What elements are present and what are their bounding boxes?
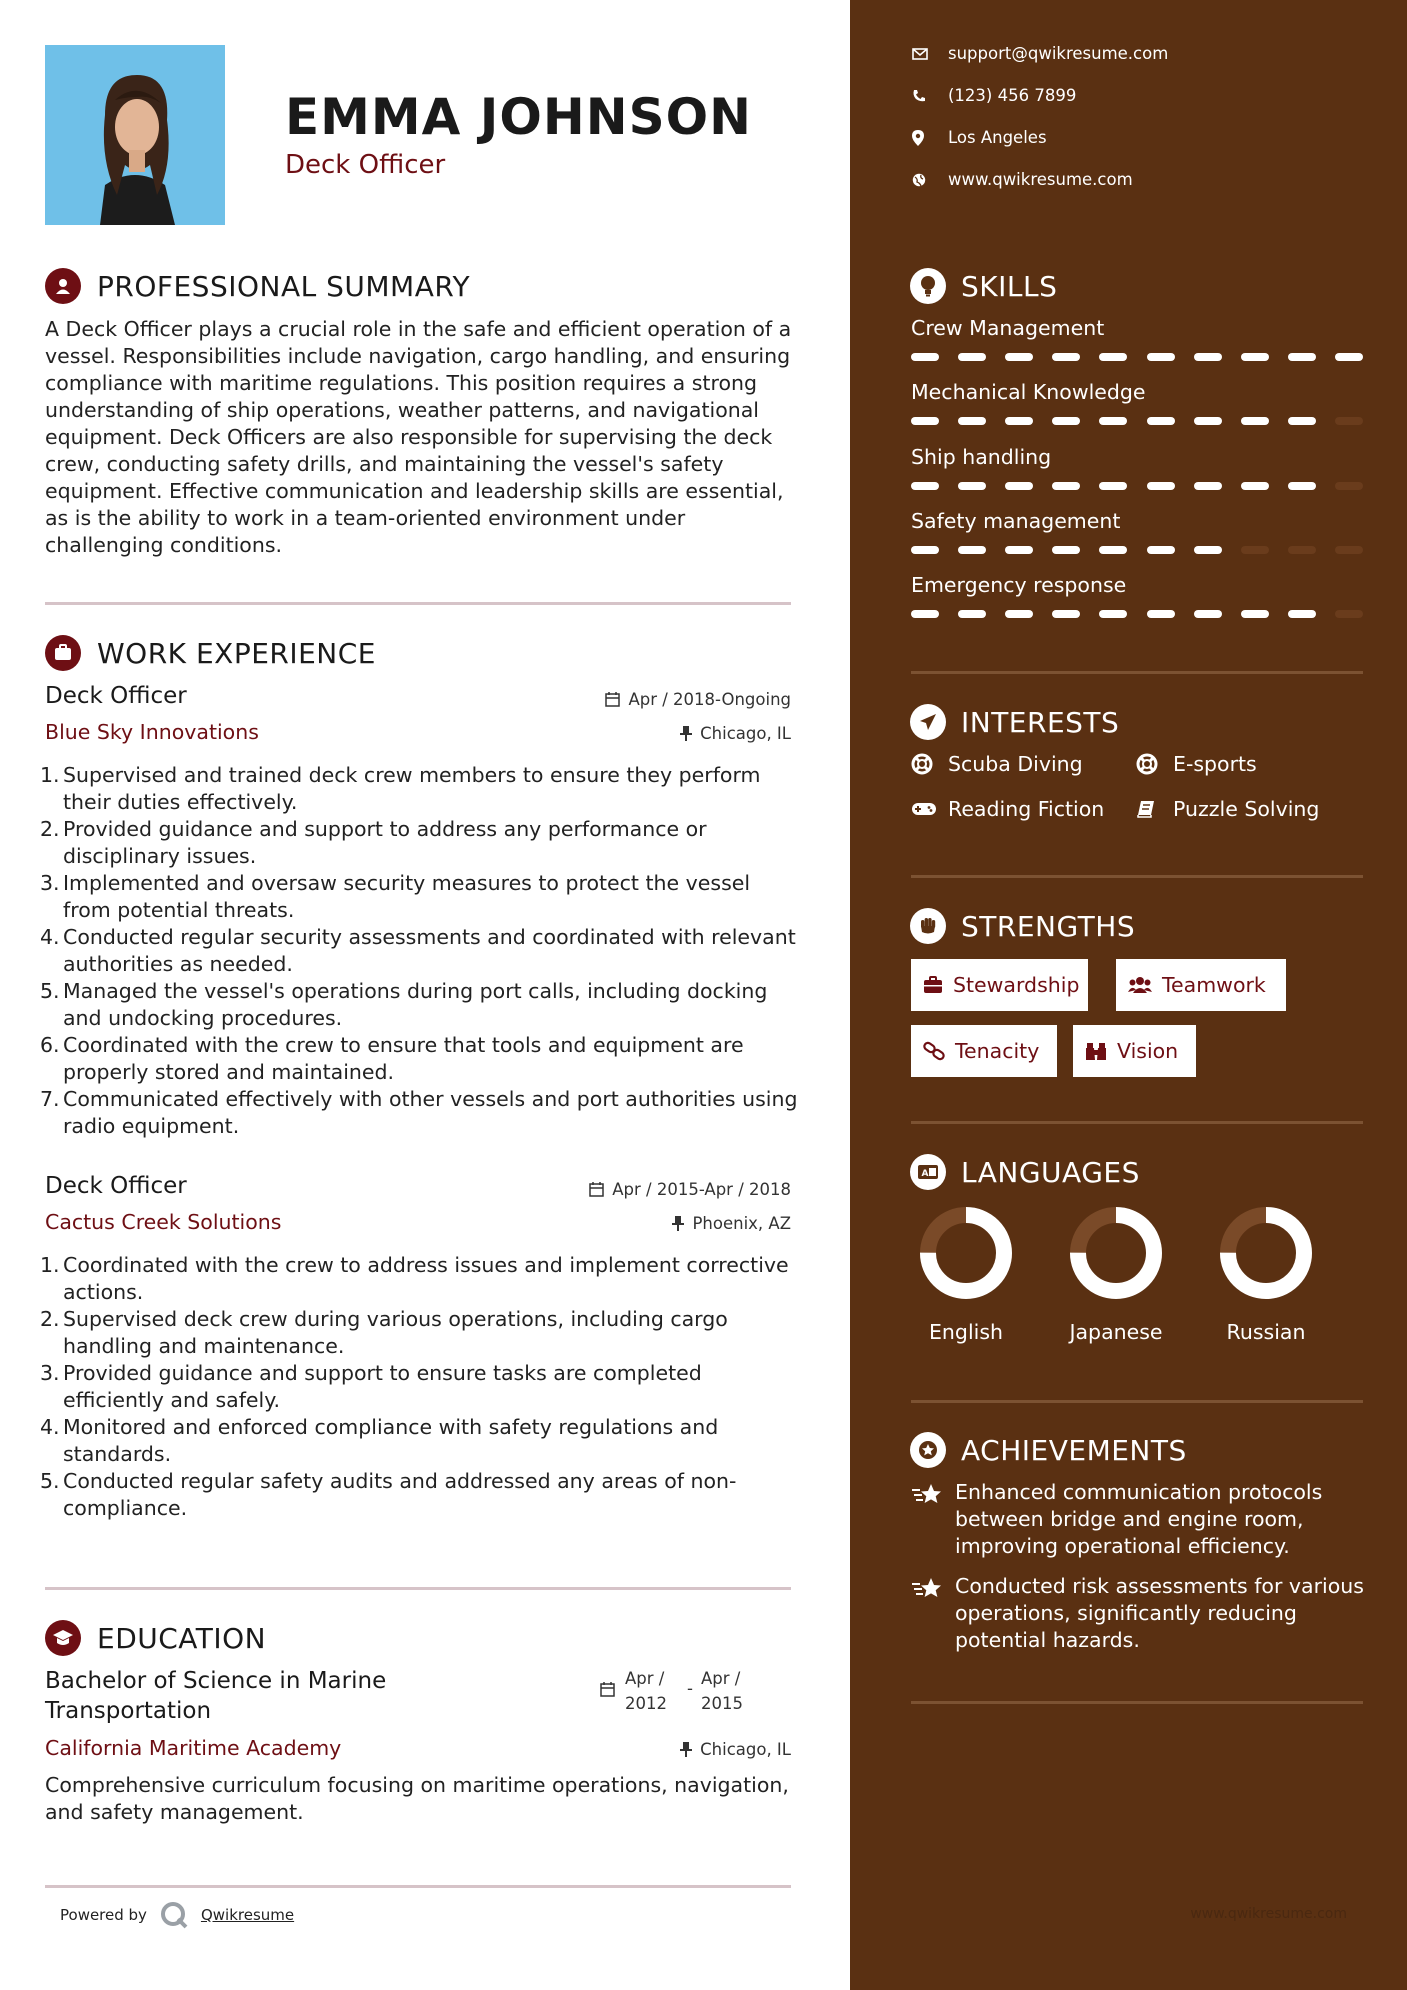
binoculars-icon	[1085, 1041, 1107, 1061]
skill-dash-filled	[1194, 353, 1222, 361]
education-end-month: Apr /	[701, 1669, 741, 1688]
education-start-month: Apr /	[625, 1669, 665, 1688]
footer-site: www.qwikresume.com	[1190, 1906, 1347, 1922]
shooting-star-icon	[911, 1479, 955, 1514]
job-dates	[589, 1180, 791, 1199]
interests-heading	[910, 704, 1119, 740]
language-ring	[1061, 1205, 1171, 1305]
job-location	[672, 1214, 791, 1233]
skill-dash-filled	[1288, 417, 1316, 425]
skill-dash-filled	[958, 546, 986, 554]
pin-icon	[680, 726, 692, 741]
skill-dash-filled	[911, 353, 939, 361]
skill-dash-empty	[1335, 610, 1363, 618]
skill-dash-filled	[1099, 610, 1127, 618]
contact-phone	[912, 86, 1076, 105]
skill-dash-filled	[1241, 610, 1269, 618]
skill-dash-filled	[1241, 482, 1269, 490]
list-item: Communicated effectively with other vessels and port authorities using radio equipment.	[63, 1087, 798, 1138]
lifebuoy-icon	[911, 753, 937, 775]
skill-name: Emergency response	[911, 573, 1127, 597]
strength-badge	[911, 1025, 1057, 1077]
qwikresume-link[interactable]: Qwikresume	[200, 1906, 295, 1924]
list-item: Coordinated with the crew to ensure that tools and equipment are properly stored and maintained.	[63, 1033, 744, 1084]
skill-dash-filled	[958, 417, 986, 425]
envelope-icon	[912, 48, 940, 60]
experience-heading	[45, 635, 376, 671]
achievement-item	[911, 1573, 1371, 1654]
skill-name: Safety management	[911, 509, 1121, 533]
link-icon	[923, 1041, 945, 1061]
achievements-title: ACHIEVEMENTS	[961, 1433, 1187, 1467]
strength-badge	[911, 959, 1088, 1011]
graduation-cap-icon	[45, 1620, 81, 1656]
skill-dash-filled	[911, 417, 939, 425]
phone-icon	[912, 89, 940, 103]
fist-icon	[910, 908, 946, 944]
skill-name: Crew Management	[911, 316, 1105, 340]
interest-label: E-sports	[1173, 752, 1257, 776]
skill-dash-filled	[1005, 546, 1033, 554]
achievement-item	[911, 1479, 1371, 1560]
svg-text:A: A	[921, 1169, 929, 1179]
job-location-text: Chicago, IL	[700, 724, 791, 743]
list-item: Monitored and enforced compliance with safety regulations and standards.	[63, 1415, 719, 1466]
book-icon	[1136, 799, 1162, 819]
lightbulb-icon	[910, 268, 946, 304]
candidate-role: Deck Officer	[285, 150, 446, 180]
list-item: Supervised deck crew during various operations, including cargo handling and maintenance.	[63, 1307, 728, 1358]
education-title: EDUCATION	[97, 1621, 267, 1655]
skill-dash-filled	[1005, 610, 1033, 618]
skill-dash-empty	[1335, 482, 1363, 490]
strength-label: Teamwork	[1162, 973, 1266, 997]
list-item: Implemented and oversaw security measures to protect the vessel from potential threats.	[63, 871, 751, 922]
interest-item	[911, 752, 1083, 776]
strengths-title: STRENGTHS	[961, 909, 1136, 943]
contact-website-text[interactable]: www.qwikresume.com	[948, 170, 1133, 189]
globe-icon	[912, 173, 940, 187]
sidebar-divider	[911, 1121, 1363, 1124]
skill-dash-filled	[1052, 482, 1080, 490]
languages-heading	[910, 1154, 1140, 1190]
calendar-icon	[589, 1182, 604, 1197]
interest-item	[911, 797, 1104, 821]
strength-label: Stewardship	[953, 973, 1080, 997]
skill-dash-filled	[1147, 482, 1175, 490]
job-location	[680, 724, 791, 743]
contact-location	[912, 128, 1047, 147]
skill-dash-filled	[958, 482, 986, 490]
sidebar-divider	[911, 1701, 1363, 1704]
contact-email-text[interactable]: support@qwikresume.com	[948, 44, 1169, 63]
achievements-heading	[910, 1432, 1187, 1468]
language-name: Russian	[1226, 1320, 1306, 1344]
briefcase-icon	[923, 976, 943, 994]
language-ring-chart	[1061, 1205, 1171, 1301]
sidebar-divider	[911, 671, 1363, 674]
job-location-text: Phoenix, AZ	[692, 1214, 791, 1233]
job-dates	[605, 690, 791, 709]
interest-label: Puzzle Solving	[1173, 797, 1320, 821]
skill-dash-filled	[1194, 546, 1222, 554]
job-dates-text: Apr / 2018-Ongoing	[628, 690, 791, 709]
language-name: Japanese	[1069, 1320, 1163, 1344]
skill-dash-filled	[1194, 482, 1222, 490]
education-start-year: 2012	[625, 1694, 667, 1713]
skill-dash-filled	[1052, 353, 1080, 361]
powered-by	[60, 1900, 294, 1930]
education-start	[625, 1666, 687, 1716]
contact-website	[912, 170, 1133, 189]
pin-icon	[680, 1742, 692, 1757]
job-dates-text: Apr / 2015-Apr / 2018	[612, 1180, 791, 1199]
skill-bar	[911, 546, 1363, 556]
skill-dash-filled	[1005, 353, 1033, 361]
skill-dash-filled	[1147, 546, 1175, 554]
skill-bar	[911, 482, 1363, 492]
skill-dash-empty	[1335, 417, 1363, 425]
skill-dash-filled	[911, 546, 939, 554]
language-ring-chart	[1211, 1205, 1321, 1301]
skill-bar	[911, 417, 1363, 427]
skill-dash-filled	[1147, 610, 1175, 618]
shooting-star-icon	[911, 1573, 955, 1608]
section-divider	[45, 1885, 791, 1888]
experience-title: WORK EXPERIENCE	[97, 636, 376, 670]
skill-dash-filled	[1052, 417, 1080, 425]
company-name: Blue Sky Innovations	[45, 720, 259, 744]
language-ring	[1211, 1205, 1321, 1305]
strengths-heading	[910, 908, 1135, 944]
interest-item	[1136, 797, 1319, 821]
skill-dash-filled	[911, 482, 939, 490]
sidebar-divider	[911, 875, 1363, 878]
skill-dash-filled	[1052, 610, 1080, 618]
pin-icon	[672, 1216, 684, 1231]
education-location-text: Chicago, IL	[700, 1740, 791, 1759]
skill-dash-empty	[1335, 546, 1363, 554]
section-divider	[45, 602, 791, 605]
language-ring-chart	[911, 1205, 1021, 1301]
strength-label: Vision	[1117, 1039, 1179, 1063]
qwikresume-logo-icon	[159, 1900, 189, 1930]
skill-bar	[911, 353, 1363, 363]
skill-dash-filled	[1288, 482, 1316, 490]
education-location	[680, 1740, 791, 1759]
skill-name: Mechanical Knowledge	[911, 380, 1146, 404]
languages-title: LANGUAGES	[961, 1155, 1140, 1189]
job-duties	[40, 762, 800, 1140]
user-icon	[45, 268, 81, 304]
skill-dash-filled	[1005, 417, 1033, 425]
skill-dash-filled	[1099, 482, 1127, 490]
strength-badge	[1116, 959, 1286, 1011]
skill-dash-filled	[1052, 546, 1080, 554]
skill-dash-empty	[1241, 546, 1269, 554]
paper-plane-icon	[910, 704, 946, 740]
company-name: Cactus Creek Solutions	[45, 1210, 282, 1234]
map-marker-icon	[912, 130, 940, 146]
skill-name: Ship handling	[911, 445, 1052, 469]
interest-label: Scuba Diving	[948, 752, 1083, 776]
achievement-text: Enhanced communication protocols between bridge and engine room, improving operational efficiency.	[955, 1480, 1323, 1558]
contact-location-text: Los Angeles	[948, 128, 1047, 147]
sidebar	[850, 0, 1407, 1990]
job-title: Deck Officer	[45, 683, 187, 709]
job-duties	[40, 1252, 800, 1522]
skill-dash-filled	[958, 610, 986, 618]
summary-title: PROFESSIONAL SUMMARY	[97, 269, 471, 303]
list-item: Provided guidance and support to ensure tasks are completed efficiently and safely.	[63, 1361, 702, 1412]
candidate-name: EMMA JOHNSON	[285, 88, 752, 146]
education-dates	[600, 1666, 743, 1716]
summary-text: A Deck Officer plays a crucial role in the safe and efficient operation of a vessel. Responsibilities include navigation, cargo handling, and ensuring compliance with maritime regulations. This position requires a strong understanding of ship operations, weather patterns, and navigational equipment. Deck Officers are also responsible for supervising the deck crew, conducting safety drills, and maintaining the vessel's safety equipment. Effective communication and leadership skills are essential, as is the ability to work in a team-oriented environment under challenging conditions.	[45, 317, 792, 557]
language-ring	[911, 1205, 1021, 1305]
interests-title: INTERESTS	[961, 705, 1120, 739]
section-divider	[45, 1587, 791, 1590]
skills-title: SKILLS	[961, 269, 1058, 303]
lifebuoy-icon	[1136, 753, 1162, 775]
briefcase-icon	[45, 635, 81, 671]
skill-dash-filled	[1147, 353, 1175, 361]
list-item: Conducted regular security assessments and coordinated with relevant authorities as needed.	[63, 925, 796, 976]
skill-dash-empty	[1288, 546, 1316, 554]
summary-heading	[45, 268, 470, 304]
profile-photo	[45, 45, 225, 225]
skill-bar	[911, 610, 1363, 620]
date-separator: -	[687, 1679, 693, 1698]
powered-by-label: Powered by	[60, 1906, 147, 1924]
interest-item	[1136, 752, 1257, 776]
language-name: English	[928, 1320, 1004, 1344]
interest-label: Reading Fiction	[948, 797, 1105, 821]
skill-dash-filled	[1194, 417, 1222, 425]
skill-dash-filled	[1241, 353, 1269, 361]
contact-email	[912, 44, 1168, 63]
skill-dash-filled	[1099, 417, 1127, 425]
education-description: Comprehensive curriculum focusing on maritime operations, navigation, and safety management.	[45, 1773, 789, 1824]
education-heading	[45, 1620, 266, 1656]
job-title: Deck Officer	[45, 1173, 187, 1199]
skill-dash-filled	[1241, 417, 1269, 425]
calendar-icon	[605, 692, 620, 707]
sidebar-divider	[911, 1400, 1363, 1403]
translate-icon	[910, 1154, 946, 1190]
education-end	[701, 1666, 743, 1716]
skill-dash-filled	[1099, 353, 1127, 361]
skill-dash-filled	[1005, 482, 1033, 490]
users-icon	[1128, 976, 1152, 994]
strength-badge	[1073, 1025, 1196, 1077]
skill-dash-filled	[1099, 546, 1127, 554]
calendar-icon	[600, 1682, 615, 1697]
list-item: Supervised and trained deck crew members to ensure they perform their duties effectively.	[63, 763, 761, 814]
list-item: Provided guidance and support to address any performance or disciplinary issues.	[63, 817, 707, 868]
skill-dash-filled	[958, 353, 986, 361]
skills-heading	[910, 268, 1057, 304]
medal-star-icon	[910, 1432, 946, 1468]
skill-dash-filled	[1335, 353, 1363, 361]
skill-dash-filled	[1147, 417, 1175, 425]
education-end-year: 2015	[701, 1694, 743, 1713]
skill-dash-filled	[1194, 610, 1222, 618]
school-name: California Maritime Academy	[45, 1736, 342, 1760]
contact-phone-text[interactable]: (123) 456 7899	[948, 86, 1077, 105]
achievement-text: Conducted risk assessments for various operations, significantly reducing potential hazards.	[955, 1574, 1364, 1652]
list-item: Conducted regular safety audits and addressed any areas of non-compliance.	[63, 1469, 737, 1520]
skill-dash-filled	[1288, 353, 1316, 361]
skill-dash-filled	[911, 610, 939, 618]
strength-label: Tenacity	[955, 1039, 1040, 1063]
list-item: Coordinated with the crew to address issues and implement corrective actions.	[63, 1253, 789, 1304]
skill-dash-filled	[1288, 610, 1316, 618]
gamepad-icon	[911, 801, 937, 817]
degree-name: Bachelor of Science in Marine Transportation	[45, 1668, 387, 1724]
list-item: Managed the vessel's operations during port calls, including docking and undocking procedures.	[63, 979, 768, 1030]
